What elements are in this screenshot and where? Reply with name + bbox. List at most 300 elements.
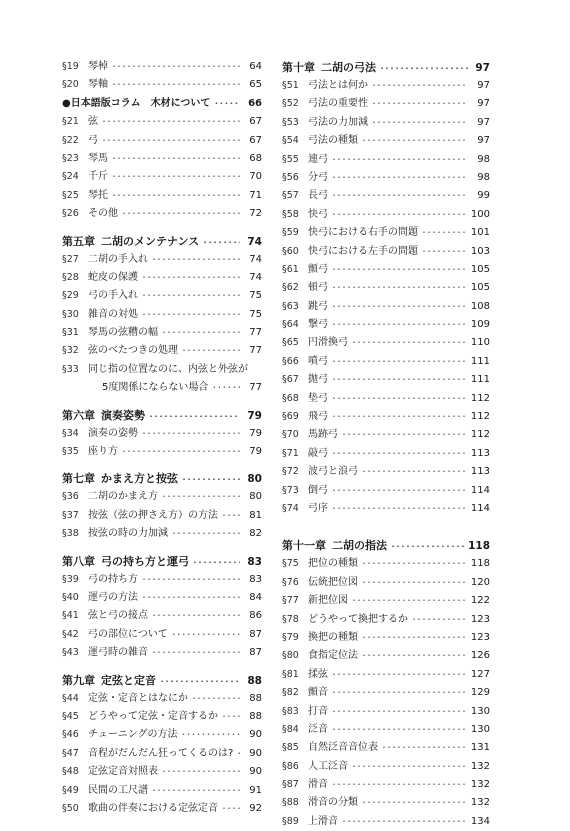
section-number: §47 (62, 747, 79, 759)
toc-entry (282, 813, 490, 831)
page-number: 91 (249, 784, 262, 796)
toc-entry (282, 758, 490, 776)
dot-leader (352, 334, 467, 352)
section-number: §39 (62, 573, 79, 585)
section-number: §33 (62, 363, 79, 375)
section-number: §29 (62, 290, 79, 302)
entry-title: 弓の部位について (88, 628, 168, 640)
section-number: §58 (282, 208, 299, 220)
section-number: §89 (282, 815, 299, 827)
toc-entry-continuation (62, 379, 262, 397)
entry-title: 運弓の方法 (88, 591, 138, 603)
page-number: 101 (470, 227, 490, 239)
toc-entry (62, 287, 262, 305)
dot-leader (182, 726, 241, 744)
section-number: §60 (282, 245, 299, 257)
spacer (62, 461, 262, 469)
entry-title: 千斤 (88, 171, 108, 183)
page-number: 83 (247, 555, 262, 568)
dot-leader (102, 132, 240, 150)
page-number: 64 (249, 61, 262, 72)
dot-leader (372, 95, 468, 113)
entry-title: どうやって定弦・定音するか (88, 710, 218, 722)
toc-entry (282, 77, 490, 95)
dot-leader (332, 371, 467, 389)
entry-title: 弓の持ち方 (88, 573, 138, 585)
toc-column-left (62, 58, 262, 818)
toc-entry (62, 361, 262, 379)
dot-leader (112, 58, 240, 76)
section-number: §68 (282, 392, 299, 404)
page-number: 114 (470, 484, 490, 496)
dot-leader (332, 187, 468, 205)
section-number: §57 (282, 190, 299, 202)
page-number: 80 (249, 491, 262, 503)
page-number: 81 (249, 509, 262, 521)
page-number: 88 (247, 674, 262, 687)
section-number: §31 (62, 327, 79, 339)
page-number: 87 (249, 647, 262, 659)
toc-entry (62, 425, 262, 443)
section-number: §73 (282, 484, 299, 496)
dot-leader (182, 470, 240, 489)
entry-title: 噴弓 (308, 355, 328, 367)
chapter-title: 二胡の弓法 (321, 61, 376, 74)
page-number: 112 (470, 392, 490, 404)
entry-title: 泛音 (308, 723, 328, 735)
chapter-heading (282, 58, 490, 77)
entry-title: 把位の種類 (308, 558, 358, 570)
toc-entry (62, 205, 262, 223)
page-number: 79 (247, 409, 262, 422)
toc-entry (282, 206, 490, 224)
section-number: §85 (282, 742, 299, 754)
toc-entry (282, 224, 490, 242)
toc-entry (282, 334, 490, 352)
dot-leader (342, 426, 467, 444)
dot-leader (332, 279, 467, 297)
dot-leader (172, 525, 240, 543)
entry-title: 歌曲の伴奏における定弦定音 (88, 802, 218, 814)
section-number: §42 (62, 628, 79, 640)
dot-leader (112, 187, 240, 205)
entry-title: 定弦定音対照表 (88, 766, 158, 778)
toc-entry (62, 800, 262, 818)
dot-leader (332, 482, 467, 500)
chapter-number: 第十一章 (282, 539, 326, 553)
dot-leader (412, 611, 467, 629)
section-number: §74 (282, 502, 299, 514)
dot-leader (332, 408, 467, 426)
toc-entry (282, 555, 490, 573)
toc-entry (62, 589, 262, 607)
chapter-number: 第十章 (282, 61, 315, 74)
section-number: §70 (282, 429, 299, 441)
entry-title: 跳弓 (308, 300, 328, 312)
section-number: §69 (282, 411, 299, 423)
toc-entry (62, 251, 262, 269)
page-number: 99 (477, 190, 490, 202)
dot-leader (112, 168, 240, 186)
dot-leader (142, 425, 240, 443)
dot-leader (332, 316, 467, 334)
spacer (282, 518, 490, 536)
toc-entry (282, 279, 490, 297)
dot-leader (152, 607, 240, 625)
entry-title: 運弓時の雑音 (88, 647, 148, 659)
entry-title: 弦と弓の接点 (88, 610, 148, 622)
toc-entry (62, 324, 262, 342)
toc-entry (62, 690, 262, 708)
toc-entry (62, 708, 262, 726)
entry-title: 滑音の分類 (308, 797, 358, 809)
column-entry (62, 95, 262, 113)
section-number: §32 (62, 345, 79, 357)
dot-leader (332, 390, 467, 408)
page-number: 105 (470, 282, 490, 294)
entry-title: どうやって換把するか (308, 613, 408, 625)
dot-leader (362, 794, 467, 812)
entry-title: 弦のべたつきの処理 (88, 345, 178, 357)
entry-title: 伝統把位図 (308, 576, 358, 588)
page-number: 77 (249, 345, 262, 357)
entry-title: 蛇皮の保護 (88, 271, 138, 283)
toc-entry (62, 187, 262, 205)
page-number: 122 (470, 595, 490, 607)
dot-leader (332, 298, 467, 316)
toc-entry (62, 132, 262, 150)
dot-leader (362, 463, 467, 481)
dot-leader (122, 205, 240, 223)
dot-leader (102, 113, 240, 131)
section-number: §87 (282, 779, 299, 791)
entry-title: 定弦・定音とはなにか (88, 692, 188, 704)
page-number: 84 (249, 591, 262, 603)
dot-leader (332, 500, 467, 518)
dot-leader (380, 59, 468, 78)
page-number: 129 (470, 687, 490, 699)
entry-title: 弓序 (308, 502, 328, 514)
entry-title: 音程がだんだん狂ってくるのは? (88, 747, 234, 759)
toc-entry (282, 353, 490, 371)
dot-leader (332, 445, 467, 463)
entry-title: 琴托 (88, 189, 108, 201)
entry-title: 頓弓 (308, 282, 328, 294)
section-number: §25 (62, 189, 79, 201)
section-number: §45 (62, 710, 79, 722)
section-number: §28 (62, 271, 79, 283)
section-number: §40 (62, 591, 79, 603)
entry-title: 快弓 (308, 208, 328, 220)
toc-entry (282, 684, 490, 702)
chapter-title: 二胡のメンテナンス (101, 234, 200, 248)
section-number: §44 (62, 692, 79, 704)
toc-entry (62, 342, 262, 360)
dot-leader (149, 407, 240, 426)
section-number: §55 (282, 153, 299, 165)
page-number: 97 (477, 98, 490, 110)
chapter-number: 第六章 (62, 408, 95, 422)
page-number: 90 (249, 747, 262, 759)
section-number: §52 (282, 98, 299, 110)
dot-leader (222, 507, 240, 525)
entry-title: 琴軸 (88, 79, 108, 91)
dot-leader (192, 690, 240, 708)
page-number: 126 (470, 650, 490, 662)
toc-entry (62, 782, 262, 800)
section-number: §88 (282, 797, 299, 809)
section-number: §41 (62, 610, 79, 622)
page-number: 111 (470, 355, 490, 367)
entry-title: 雑音の対処 (88, 308, 138, 320)
section-number: §43 (62, 647, 79, 659)
toc-entry (282, 371, 490, 389)
entry-title: 座り方 (88, 446, 118, 458)
chapter-heading (62, 671, 262, 690)
dot-leader (182, 342, 240, 360)
entry-title: 弦 (88, 116, 98, 128)
section-number: §66 (282, 355, 299, 367)
dot-leader (142, 269, 240, 287)
toc-entry (282, 463, 490, 481)
dot-leader (332, 353, 467, 371)
page-number: 74 (249, 271, 262, 283)
dot-leader (362, 629, 467, 647)
toc-entry (282, 776, 490, 794)
dot-leader (214, 95, 240, 113)
page-number: 77 (249, 382, 262, 394)
toc-entry (282, 390, 490, 408)
section-number: §30 (62, 308, 79, 320)
entry-title: 弓 (88, 134, 98, 146)
page-number: 86 (249, 610, 262, 622)
section-number: §51 (282, 80, 299, 91)
entry-title: 分弓 (308, 171, 328, 183)
section-number: §80 (282, 650, 299, 662)
page-number: 87 (249, 628, 262, 640)
dot-leader (362, 555, 467, 573)
section-number: §75 (282, 558, 299, 570)
section-number: §46 (62, 729, 79, 741)
dot-leader (362, 647, 467, 665)
chapter-heading (282, 536, 490, 555)
dot-leader (352, 592, 467, 610)
page-number: 127 (470, 668, 490, 680)
section-number: §63 (282, 300, 299, 312)
toc-entry (62, 763, 262, 781)
spacer (62, 398, 262, 406)
dot-leader (372, 114, 468, 132)
section-number: §50 (62, 802, 79, 814)
toc-entry (62, 607, 262, 625)
entry-title: 倒弓 (308, 484, 328, 496)
toc-entry (282, 298, 490, 316)
section-number: §79 (282, 631, 299, 643)
toc-entry (282, 703, 490, 721)
page-number: 132 (470, 760, 490, 772)
toc-entry (282, 316, 490, 334)
dot-leader (212, 379, 240, 397)
page-number: 108 (470, 300, 490, 312)
dot-leader (203, 233, 240, 252)
entry-title: 弓法の重要性 (308, 98, 368, 110)
chapter-number: 第九章 (62, 673, 95, 687)
page-number: 77 (249, 327, 262, 339)
dot-leader (372, 77, 468, 95)
toc-entry (62, 269, 262, 287)
page-number: 75 (249, 290, 262, 302)
chapter-title: かまえ方と按弦 (101, 472, 178, 486)
chapter-number: 第七章 (62, 472, 95, 486)
dot-leader (352, 758, 467, 776)
entry-title: 換把の種類 (308, 631, 358, 643)
section-number: §54 (282, 135, 299, 147)
dot-leader (122, 443, 240, 461)
dot-leader (422, 224, 467, 242)
page-number: 72 (249, 208, 262, 220)
dot-leader (142, 287, 240, 305)
section-number: §22 (62, 134, 79, 146)
entry-title: 民間の工尺譜 (88, 784, 148, 796)
toc-entry (282, 114, 490, 132)
dot-leader (222, 800, 240, 818)
dot-leader (332, 776, 467, 794)
section-number: §53 (282, 116, 299, 128)
page-number: 90 (249, 729, 262, 741)
chapter-heading (62, 469, 262, 488)
toc-entry (282, 132, 490, 150)
toc-entry (282, 408, 490, 426)
toc-entry (282, 261, 490, 279)
section-number: §65 (282, 337, 299, 349)
chapter-heading (62, 406, 262, 425)
dot-leader (422, 243, 467, 261)
page-number: 65 (249, 79, 262, 91)
toc-entry (62, 507, 262, 525)
page-number: 100 (470, 208, 490, 220)
toc-entry (62, 488, 262, 506)
page-number: 131 (470, 742, 490, 754)
page-number: 123 (470, 631, 490, 643)
section-number: §35 (62, 446, 79, 458)
section-number: §64 (282, 319, 299, 331)
section-number: §77 (282, 595, 299, 607)
toc-entry (282, 666, 490, 684)
page-number: 66 (248, 97, 262, 109)
dot-leader (362, 574, 467, 592)
entry-title: 弓の手入れ (88, 290, 138, 302)
toc-entry (282, 592, 490, 610)
chapter-number: 第五章 (62, 234, 95, 248)
entry-title: 撃弓 (308, 319, 328, 331)
entry-title: 按弦の時の力加減 (88, 528, 168, 540)
toc-column-right (282, 58, 490, 831)
page-number: 123 (470, 613, 490, 625)
page-number: 88 (249, 692, 262, 704)
entry-title: 滑音 (308, 779, 328, 791)
toc-entry (62, 644, 262, 662)
section-number: §37 (62, 509, 79, 521)
entry-title: 垫弓 (308, 392, 328, 404)
entry-title: 馬跡弓 (308, 429, 338, 441)
entry-title: 飛弓 (308, 411, 328, 423)
spacer (62, 224, 262, 232)
dot-leader (362, 132, 468, 150)
section-number: §49 (62, 784, 79, 796)
dot-leader (332, 206, 467, 224)
entry-title: 演奏の姿勢 (88, 427, 138, 439)
dot-leader (332, 169, 468, 187)
entry-title: 二胡の手入れ (88, 253, 148, 265)
dot-leader (237, 745, 240, 763)
section-number: §23 (62, 152, 79, 164)
toc-entry (62, 525, 262, 543)
dot-leader (152, 251, 240, 269)
dot-leader (162, 763, 240, 781)
page-number: 118 (468, 540, 490, 553)
page-number: 67 (249, 134, 262, 146)
toc-entry (282, 426, 490, 444)
entry-title: チューニングの方法 (88, 729, 178, 741)
spacer (62, 544, 262, 552)
page-number: 80 (247, 473, 262, 486)
page-number: 67 (249, 116, 262, 128)
entry-title: 弓法の種類 (308, 135, 358, 147)
dot-leader (391, 537, 464, 556)
dot-leader (193, 553, 240, 572)
toc-entry (282, 500, 490, 518)
section-number: §82 (282, 687, 299, 699)
page-number: 92 (249, 802, 262, 814)
section-number: §67 (282, 374, 299, 386)
toc-entry (282, 482, 490, 500)
entry-title: 快弓における右手の問題 (308, 227, 418, 239)
dot-leader (222, 708, 240, 726)
section-number: §83 (282, 705, 299, 717)
entry-title: 円滑換弓 (308, 337, 348, 349)
entry-title: 食指定位法 (308, 650, 358, 662)
entry-title: 弓法の力加減 (308, 116, 368, 128)
toc-entry (62, 150, 262, 168)
toc-entry (282, 574, 490, 592)
page-number: 97 (477, 135, 490, 147)
section-number: §20 (62, 79, 79, 91)
page-number: 118 (470, 558, 490, 570)
dot-leader (162, 324, 240, 342)
toc-entry (62, 58, 262, 76)
dot-leader (332, 703, 467, 721)
entry-title: 揉弦 (308, 668, 328, 680)
section-number: §48 (62, 766, 79, 778)
page-number: 132 (470, 779, 490, 791)
section-number: §26 (62, 208, 79, 220)
toc-entry (282, 647, 490, 665)
page-number: 103 (470, 245, 490, 257)
entry-title: 敲弓 (308, 447, 328, 459)
section-number: §56 (282, 171, 299, 183)
entry-title: 連弓 (308, 153, 328, 165)
toc-entry (62, 168, 262, 186)
page-number: 90 (249, 766, 262, 778)
section-number: §27 (62, 253, 79, 265)
page-number: 98 (477, 171, 490, 183)
dot-leader (342, 813, 467, 831)
page-number: 109 (470, 319, 490, 331)
spacer (62, 663, 262, 671)
chapter-heading (62, 232, 262, 251)
toc-entry (282, 739, 490, 757)
entry-title: 琴馬 (88, 152, 108, 164)
